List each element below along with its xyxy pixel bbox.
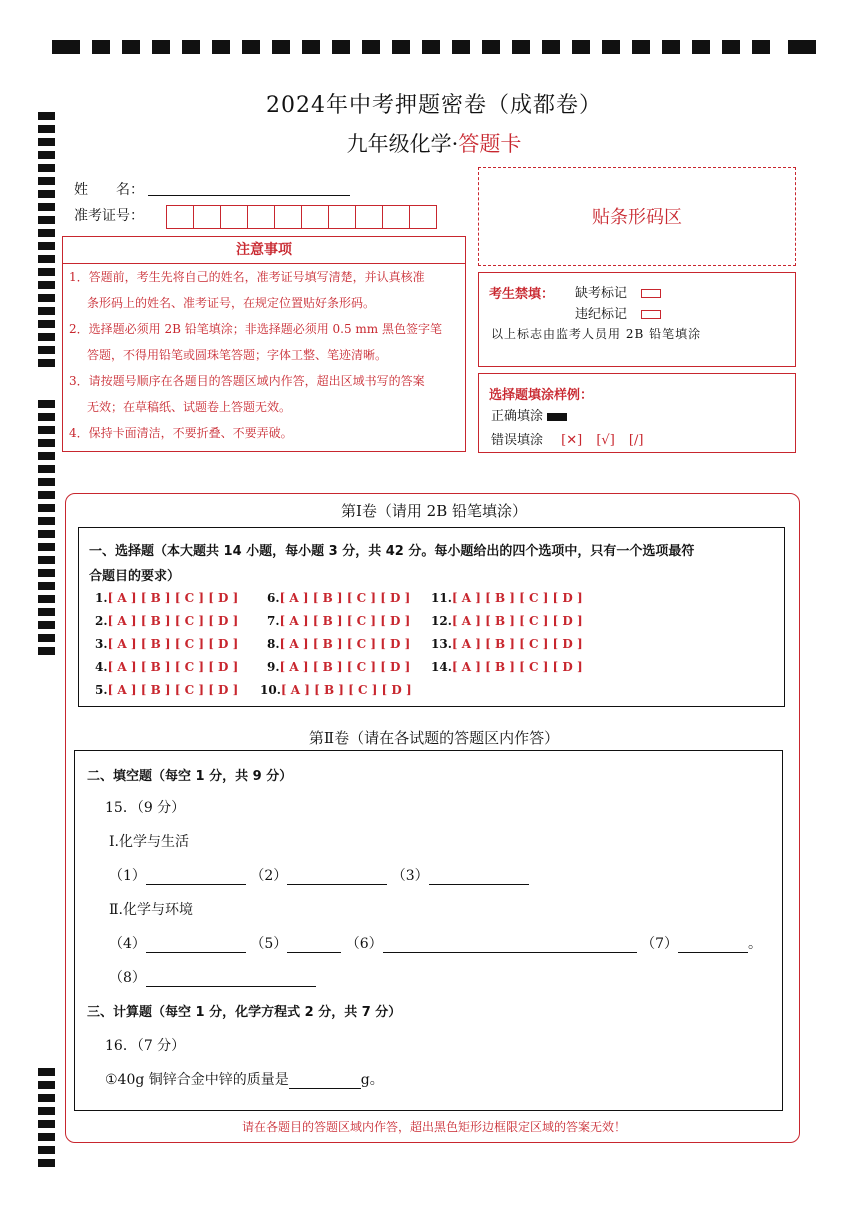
forbidden-note: 以上标志由监考人员用 2B 铅笔填涂 [491,327,702,341]
violation-label: 违纪标记 [575,307,628,322]
sample-heading: 选择题填涂样例： [489,388,594,403]
choice-section-heading-cont: 合题目的要求） [89,569,181,584]
answer-options[interactable]: [ A ] [ B ] [ C ] [ D ] [451,591,583,605]
blank-row-1 [109,865,529,885]
absent-mark-box[interactable] [641,289,661,298]
forbidden-box [478,272,796,367]
answer-blank-6[interactable] [383,938,637,953]
answer-blank-7[interactable] [678,938,748,953]
fill-blank-heading: 二、填空题（每空 1 分，共 9 分） [87,769,293,784]
question-14[interactable] [431,660,583,674]
answer-options[interactable]: [ A ] [ B ] [ C ] [ D ] [279,637,411,651]
question-9[interactable] [267,660,410,674]
notice-box [62,236,466,452]
page-subtitle [0,128,868,158]
answer-options[interactable]: [ A ] [ B ] [ C ] [ D ] [279,660,411,674]
notice-item: 条形码上的姓名、准考证号，在规定位置贴好条形码。 [87,296,376,310]
blank-label: （6） [345,936,383,952]
question-number: 4. [95,660,108,674]
question-16-label: 16．（7 分） [105,1038,186,1054]
wrong-fill-row [491,429,643,448]
notice-item: 3．请按题号顺序在各题目的答题区域内作答，超出区域书写的答案 [69,374,425,388]
notice-heading: 注意事项 [63,237,465,264]
wrong-mark-check: [√] [596,433,615,448]
question-13[interactable] [431,637,583,651]
name-field[interactable] [148,194,350,196]
question-4[interactable] [95,660,238,674]
blank-label: （5） [250,936,288,952]
question-2[interactable] [95,614,238,628]
blank-label: （3） [391,868,429,884]
wrong-mark-slash: [/] [628,433,644,448]
name-label: 姓 名： [74,182,144,198]
question-6[interactable] [267,591,410,605]
answer-options[interactable]: [ A ] [ B ] [ C ] [ D ] [107,683,239,697]
question-11[interactable] [431,591,583,605]
question-number: 7. [267,614,280,628]
wrong-mark-cross: [✕] [561,433,583,448]
question-8[interactable] [267,637,410,651]
violation-mark-box[interactable] [641,310,661,319]
question-5[interactable] [95,683,238,697]
answer-options[interactable]: [ A ] [ B ] [ C ] [ D ] [279,591,411,605]
timing-marks-left [0,0,60,1227]
blank-label: （4） [109,936,146,952]
question-number: 12. [431,614,452,628]
question-number: 13. [431,637,452,651]
answer-options[interactable]: [ A ] [ B ] [ C ] [ D ] [279,614,411,628]
part2-title: 第Ⅱ卷（请在各试题的答题区内作答） [308,729,560,747]
answer-options[interactable]: [ A ] [ B ] [ C ] [ D ] [107,660,239,674]
barcode-area: 贴条形码区 [478,167,796,266]
question-1[interactable] [95,591,238,605]
violation-mark-row [575,303,661,322]
footer-warning: 请在各题目的答题区域内作答，超出黑色矩形边框限定区域的答案无效！ [241,1120,626,1134]
row-end-punct: 。 [748,936,763,952]
question-number: 10. [260,683,281,697]
question-10[interactable] [260,683,412,697]
question-12[interactable] [431,614,583,628]
answer-options[interactable]: [ A ] [ B ] [ C ] [ D ] [107,591,239,605]
answer-options[interactable]: [ A ] [ B ] [ C ] [ D ] [107,614,239,628]
question-3[interactable] [95,637,238,651]
question-number: 9. [267,660,280,674]
part1-title: 第Ⅰ卷（请用 2B 铅笔填涂） [340,502,528,520]
blank-label: （7） [641,936,679,952]
notice-item: 1．答题前，考生先将自己的姓名，准考证号填写清楚，并认真核准 [69,270,425,284]
question-number: 11. [431,591,452,605]
multiple-choice-box [78,527,785,707]
choice-section-heading: 一、选择题（本大题共 14 小题，每小题 3 分，共 42 分。每小题给出的四个选项中，只有一个选项最符 [89,544,695,559]
answer-options[interactable]: [ A ] [ B ] [ C ] [ D ] [451,614,583,628]
question-number: 6. [267,591,280,605]
answer-blank-4[interactable] [146,938,246,953]
correct-fill-label: 正确填涂 [491,409,544,424]
correct-fill-mark [547,413,567,421]
notice-item: 无效；在草稿纸、试题卷上答题无效。 [87,400,292,414]
exam-id-boxes[interactable] [166,205,436,229]
answer-options[interactable]: [ A ] [ B ] [ C ] [ D ] [451,637,583,651]
blank-row-3 [109,967,316,987]
subtitle-card: 答题卡 [458,132,522,156]
question-number: 5. [95,683,108,697]
notice-item: 4．保持卡面清洁，不要折叠、不要弄破。 [69,426,293,440]
answer-blank-8[interactable] [146,972,316,987]
answer-blank-3[interactable] [429,870,529,885]
sample-fill-box [478,373,796,453]
blank-row-2 [109,933,762,953]
question-16-text: ①40g 铜锌合金中锌的质量是 [105,1072,289,1088]
timing-marks-top [52,40,816,54]
absent-label: 缺考标记 [575,286,628,301]
forbidden-heading: 考生禁填： [489,287,555,302]
wrong-fill-label: 错误填涂 [491,433,544,448]
written-answer-box [74,750,783,1111]
question-15-label: 15．（9 分） [105,800,186,816]
answer-blank-5[interactable] [287,938,341,953]
page-title: 2024年中考押题密卷（成都卷） [266,93,602,118]
unit-text: g。 [360,1072,384,1088]
question-number: 14. [431,660,452,674]
blank-label: （2） [250,868,288,884]
notice-item: 答题，不得用铅笔或圆珠笔答题；字体工整、笔迹清晰。 [87,348,388,362]
question-number: 1. [95,591,108,605]
answer-options[interactable]: [ A ] [ B ] [ C ] [ D ] [451,660,583,674]
answer-blank-1[interactable] [146,870,246,885]
subtitle-subject: 九年级化学· [346,132,459,156]
absent-mark-row [575,282,661,301]
subsection-environment: Ⅱ.化学与环境 [109,902,193,918]
question-7[interactable] [267,614,410,628]
answer-options[interactable]: [ A ] [ B ] [ C ] [ D ] [280,683,412,697]
answer-options[interactable]: [ A ] [ B ] [ C ] [ D ] [107,637,239,651]
question-16-part1 [105,1069,384,1089]
calculation-heading: 三、计算题（每空 1 分，化学方程式 2 分，共 7 分） [87,1005,402,1020]
question-number: 3. [95,637,108,651]
correct-fill-row [491,405,567,424]
question-number: 8. [267,637,280,651]
answer-blank-zinc-mass[interactable] [289,1074,361,1089]
answer-blank-2[interactable] [287,870,387,885]
exam-id-label: 准考证号： [74,208,144,224]
blank-label: （8） [109,970,146,986]
question-number: 2. [95,614,108,628]
blank-label: （1） [109,868,146,884]
notice-item: 2．选择题必须用 2B 铅笔填涂；非选择题必须用 0.5 mm 黑色签字笔 [69,322,443,336]
subsection-life: Ⅰ.化学与生活 [109,834,189,850]
